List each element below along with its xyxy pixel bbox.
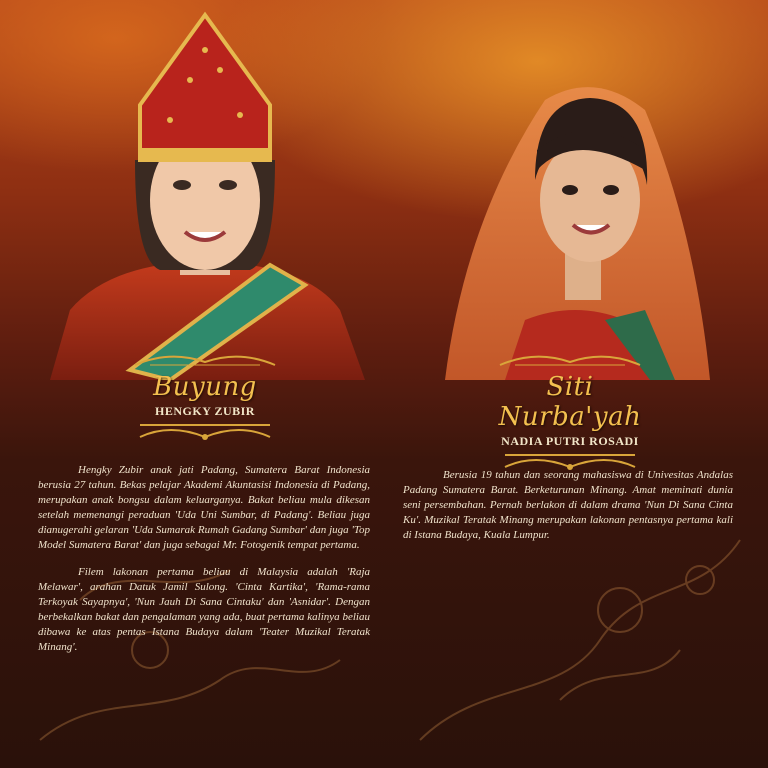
right-biography — [403, 468, 733, 555]
actor-name-hengky: HENGKY ZUBIR — [155, 404, 255, 418]
left-caption — [120, 350, 290, 447]
woman-portrait-illustration — [425, 70, 715, 380]
gold-ornament-icon — [495, 350, 645, 372]
gold-ornament-icon — [130, 350, 280, 372]
role-name-siti-nurbayah: Siti Nurba'yah — [498, 372, 642, 432]
bio-paragraph: Hengky Zubir anak jati Padang, Sumatera Barat Indonesia berusia 27 tahun. Bekas pelajar Akademi Akuntasisi Indonesia di Padang, merupakan anak bongsu dalam keluarganya. Bakat beliau mula dikesan setelah memenangi peraduan 'Uda Uni Sumbar, di Padang'. Beliau juga dianugerahi gelaran 'Uda Sumarak Rumah Gadang Sumbar' dan juga 'Top Model Sumatera Barat' dan juga sebagai Mr. Fotogenik tempat pertama. — [38, 464, 370, 551]
right-caption — [475, 350, 665, 477]
bio-paragraph: Berusia 19 tahun dan seorang mahasiswa di Univesitas Andalas Padang Sumatera Barat. Berketurunan Minang. Amat meminati dunia seni persembahan. Pernah berlakon di dalam drama 'Nun Di Sana Cinta Ku'. Muzikal Teratak Minang merupakan lakonan pentasnya pertama kali di Istana Budaya, Kuala Lumpur. — [403, 469, 733, 541]
left-portrait — [40, 10, 370, 380]
bio-paragraph: Filem lakonan pertama beliau di Malaysia adalah 'Raja Melawar', arahan Datuk Jamil Sulong. 'Cinta Kartika', 'Rama-rama Terkoyak Sayapnya', 'Nun Jauh Di Sana Cintaku' dan 'Asnidar'. Dengan berbekalkan bakat dan pengalaman yang ada, buat pertama kalinya beliau dibawa ke atas pentas Istana Budaya dalam 'Teater Muzikal Teratak Minang'. — [38, 566, 370, 653]
right-portrait — [425, 70, 715, 380]
actor-name-nadia: NADIA PUTRI ROSADI — [501, 434, 639, 448]
left-biography — [38, 463, 370, 667]
man-portrait-illustration — [40, 10, 370, 380]
gold-ornament-divider-icon — [130, 419, 280, 447]
role-name-buyung: Buyung — [153, 372, 257, 402]
